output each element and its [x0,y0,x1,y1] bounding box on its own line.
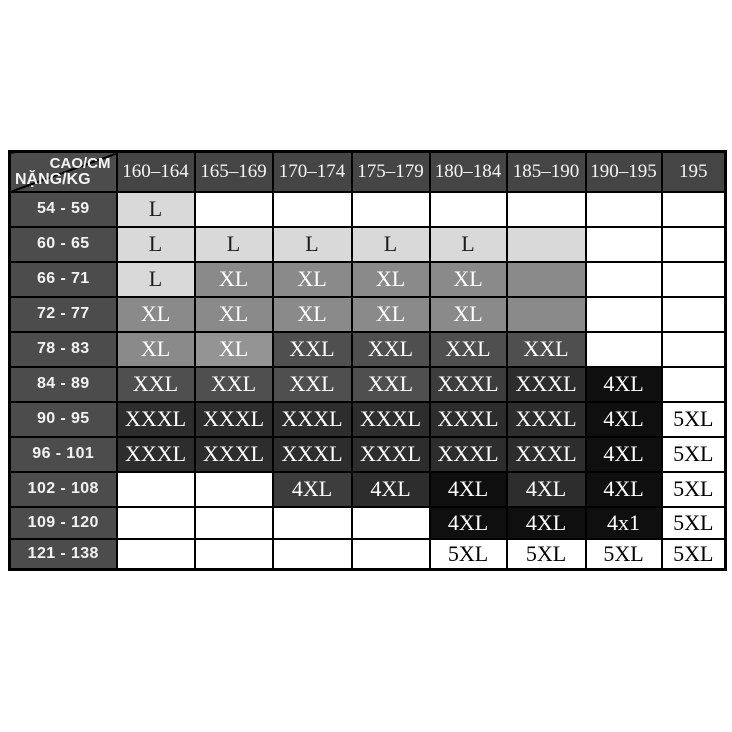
size-chart [8,150,724,571]
size-cell: 4XL [507,507,586,539]
row-header: 102 - 108 [10,472,117,507]
size-cell: XXL [352,332,430,367]
size-cell: XL [195,262,273,297]
size-cell [662,367,726,402]
row-header: 90 - 95 [10,402,117,437]
size-cell: 4XL [586,437,662,472]
size-cell: 4XL [586,472,662,507]
size-cell: XXXL [273,437,352,472]
size-cell [273,507,352,539]
size-cell: XXXL [352,402,430,437]
size-cell [352,539,430,570]
size-cell: XXXL [195,437,273,472]
size-cell [352,192,430,227]
table-row [10,367,726,402]
size-cell: XL [430,297,507,332]
size-cell: L [117,227,195,262]
row-header: 84 - 89 [10,367,117,402]
row-header: 60 - 65 [10,227,117,262]
size-cell: XXXL [430,437,507,472]
size-cell [117,507,195,539]
size-cell [586,297,662,332]
size-cell: XXL [273,332,352,367]
size-cell: L [117,192,195,227]
size-cell [586,262,662,297]
size-cell [662,262,726,297]
size-cell: 5XL [586,539,662,570]
size-table [8,150,727,571]
row-header: 109 - 120 [10,507,117,539]
size-cell: 4XL [430,472,507,507]
corner-label-height: CAO/CM [49,155,111,172]
size-cell: L [117,262,195,297]
size-cell [195,539,273,570]
size-cell: XXXL [430,367,507,402]
row-header: 72 - 77 [10,297,117,332]
table-row [10,262,726,297]
size-cell: 4XL [273,472,352,507]
size-cell [117,539,195,570]
size-cell: XL [117,297,195,332]
size-cell: XXL [352,367,430,402]
size-cell: 5XL [662,539,726,570]
table-row [10,472,726,507]
size-cell: 5XL [662,507,726,539]
size-cell [507,227,586,262]
column-header: 165–169 [195,152,273,192]
size-cell [507,262,586,297]
size-cell: XXXL [507,367,586,402]
table-row [10,402,726,437]
size-cell [117,472,195,507]
size-cell: XL [430,262,507,297]
size-cell [273,192,352,227]
size-cell: XL [352,297,430,332]
column-header: 175–179 [352,152,430,192]
size-cell: XXXL [507,402,586,437]
size-cell: 5XL [662,472,726,507]
size-cell: 4XL [430,507,507,539]
size-cell: XL [273,297,352,332]
size-cell: XXL [117,367,195,402]
column-header: 160–164 [117,152,195,192]
size-cell: L [352,227,430,262]
size-cell: 5XL [507,539,586,570]
row-header: 96 - 101 [10,437,117,472]
size-cell [586,332,662,367]
size-cell: L [195,227,273,262]
size-cell: XXXL [352,437,430,472]
size-cell: L [430,227,507,262]
size-cell [662,227,726,262]
size-cell: XXXL [117,437,195,472]
header-row [10,152,726,192]
size-cell [507,297,586,332]
size-cell: XXXL [273,402,352,437]
column-header: 195 [662,152,726,192]
size-cell: 4XL [586,402,662,437]
table-row [10,539,726,570]
size-cell [352,507,430,539]
size-cell: XXXL [430,402,507,437]
size-cell [662,297,726,332]
size-cell: XXXL [507,437,586,472]
table-row [10,507,726,539]
row-header: 121 - 138 [10,539,117,570]
size-cell: 4XL [586,367,662,402]
table-row [10,437,726,472]
size-cell: XL [273,262,352,297]
size-cell: XL [195,332,273,367]
column-header: 190–195 [586,152,662,192]
size-cell: XL [117,332,195,367]
table-row [10,192,726,227]
size-cell [273,539,352,570]
size-cell: XXL [195,367,273,402]
row-header: 54 - 59 [10,192,117,227]
table-row [10,227,726,262]
size-cell: XXL [273,367,352,402]
size-cell [662,332,726,367]
size-cell [586,227,662,262]
size-cell: XXXL [195,402,273,437]
size-cell: XXL [430,332,507,367]
column-header: 180–184 [430,152,507,192]
table-row [10,332,726,367]
size-cell: 5XL [430,539,507,570]
row-header: 78 - 83 [10,332,117,367]
size-cell: XL [195,297,273,332]
size-cell [195,472,273,507]
size-cell: L [273,227,352,262]
size-cell: XXL [507,332,586,367]
corner-label-weight: NẶNG/KG [15,170,91,188]
size-cell [195,192,273,227]
table-row [10,297,726,332]
column-header: 170–174 [273,152,352,192]
size-cell: 5XL [662,402,726,437]
size-cell: 4XL [507,472,586,507]
size-cell: XXXL [117,402,195,437]
size-table-body [10,192,726,570]
size-cell [586,192,662,227]
size-cell: 4x1 [586,507,662,539]
size-cell [430,192,507,227]
size-cell [195,507,273,539]
corner-cell [10,152,117,192]
column-header: 185–190 [507,152,586,192]
size-cell: 5XL [662,437,726,472]
size-cell: XL [352,262,430,297]
row-header: 66 - 71 [10,262,117,297]
size-cell [507,192,586,227]
size-cell: 4XL [352,472,430,507]
size-cell [662,192,726,227]
